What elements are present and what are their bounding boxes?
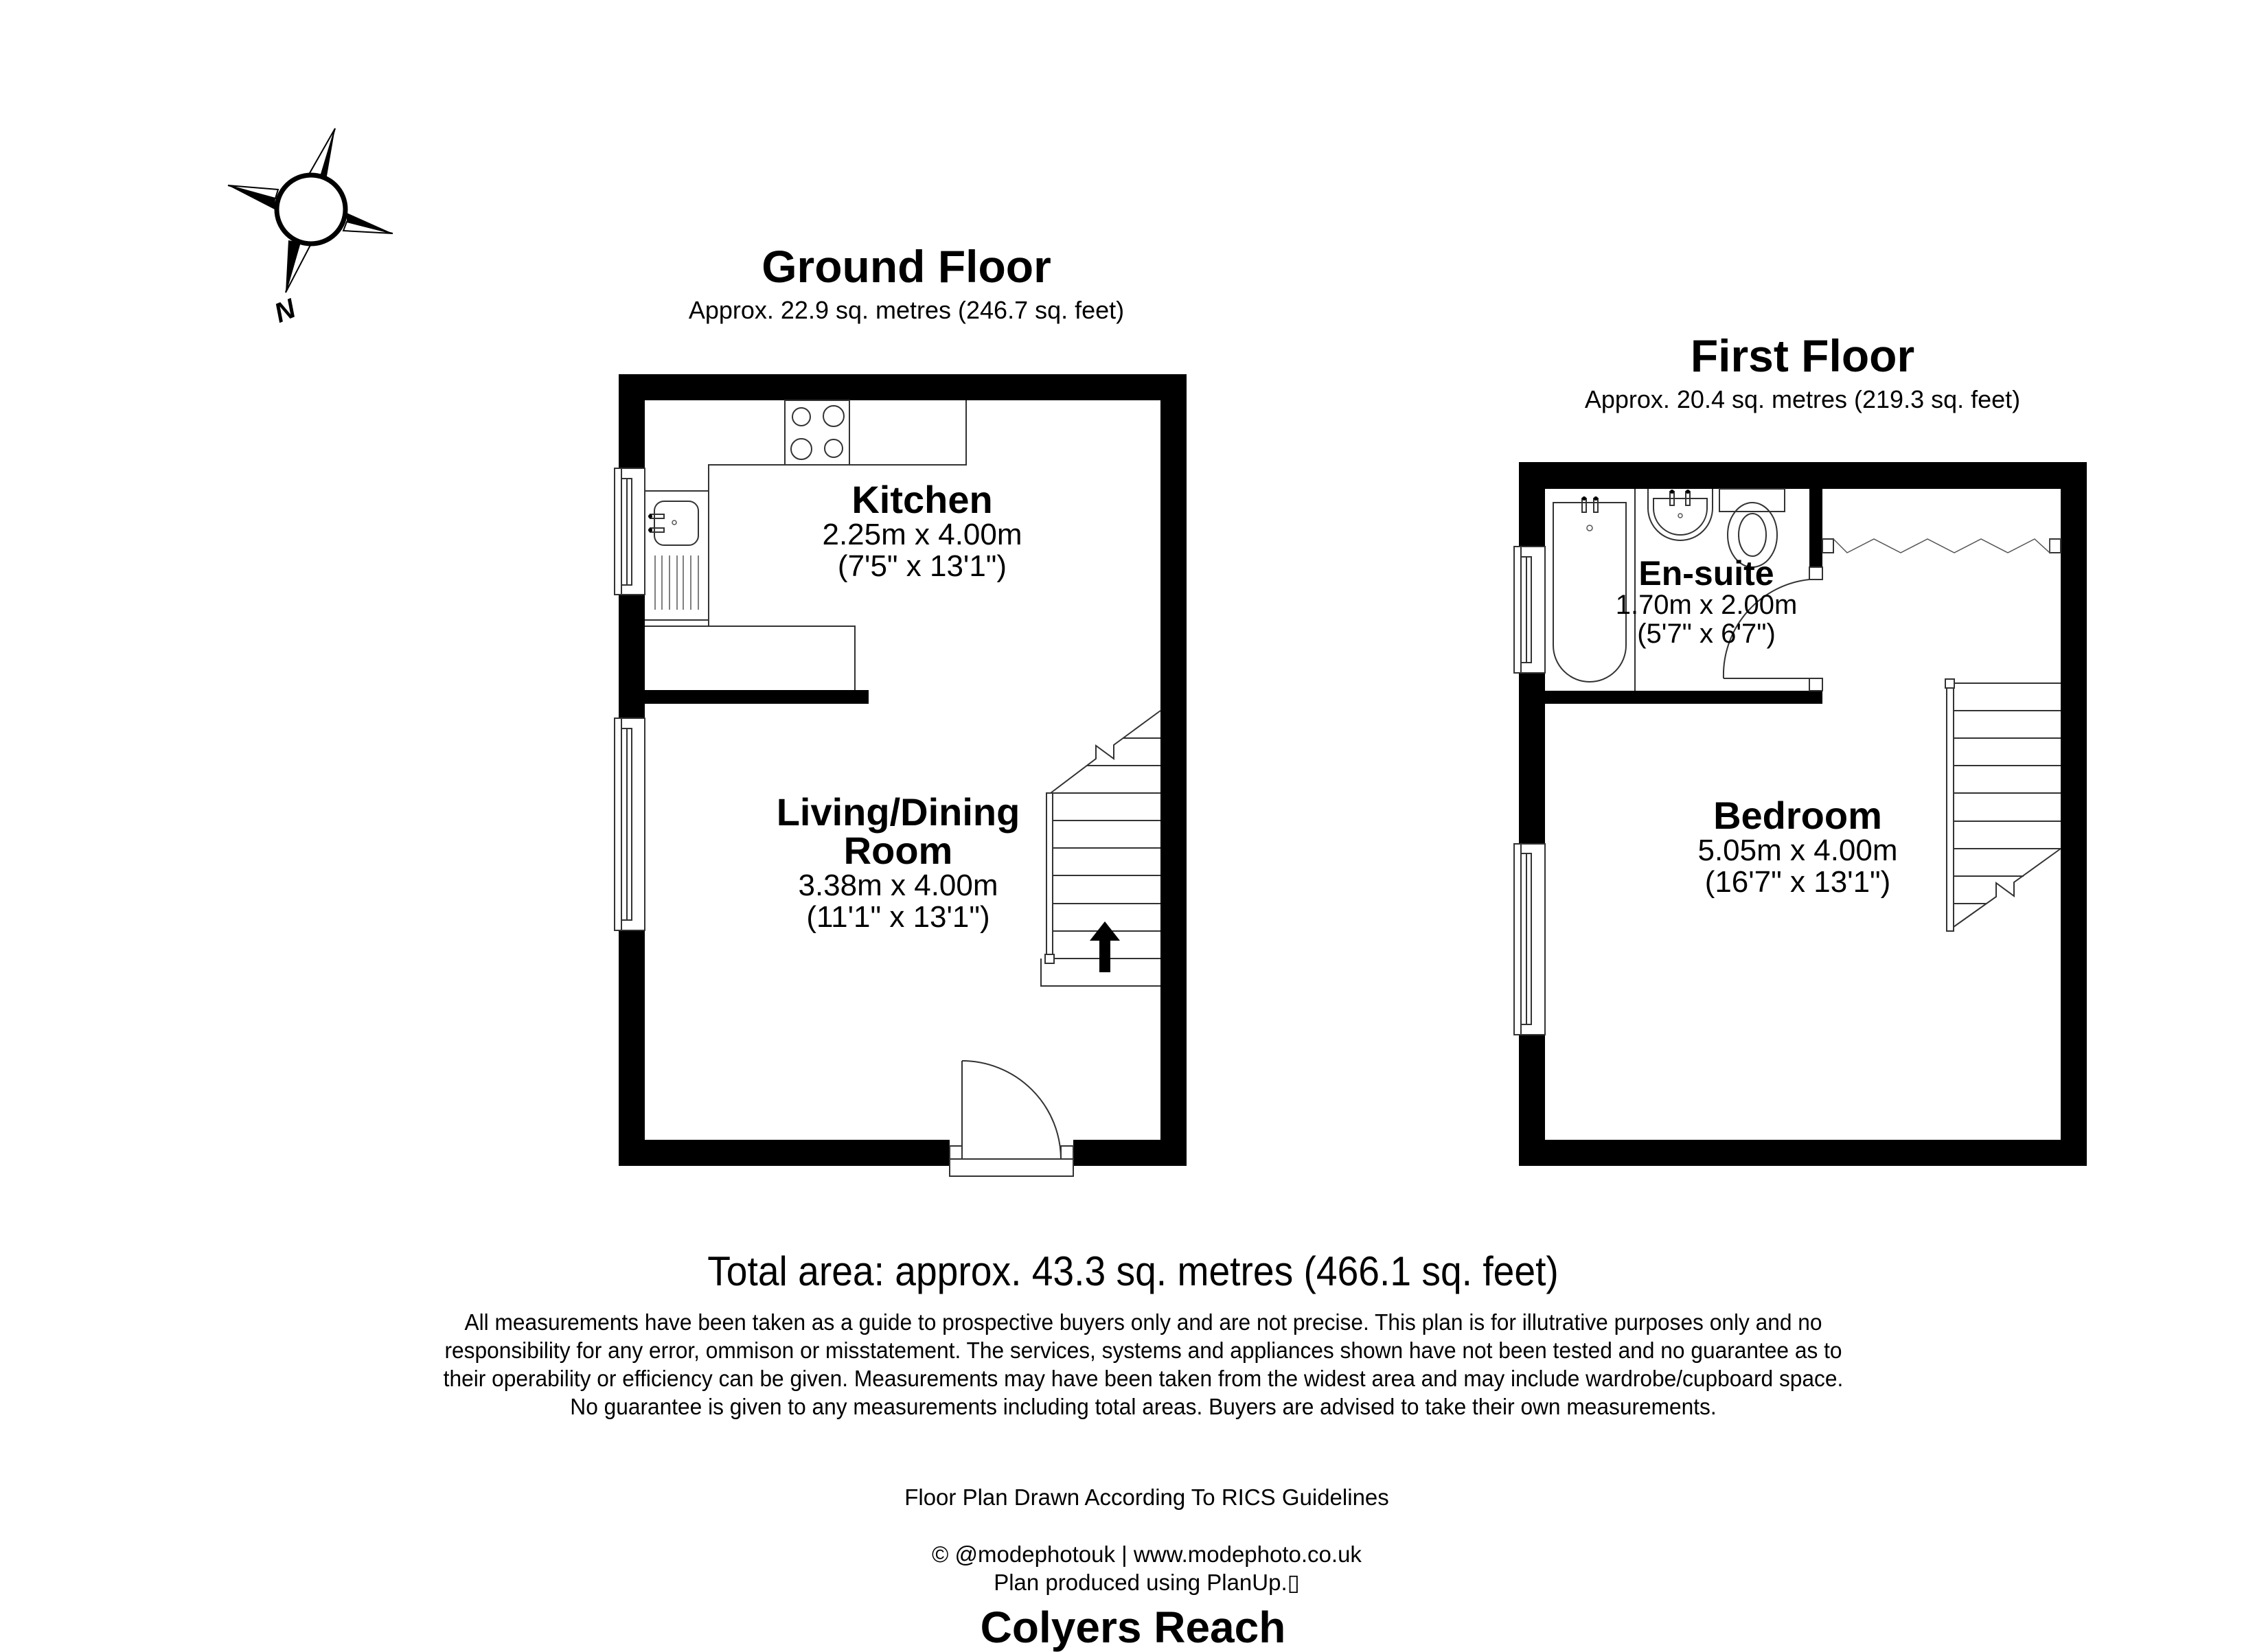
room-label-ensuite <box>1603 556 1809 648</box>
stair-up-arrow-icon <box>1090 921 1120 972</box>
room-dim-imperial: (16'7" x 13'1") <box>1704 865 1891 899</box>
room-dim-metric: 3.38m x 4.00m <box>798 869 998 902</box>
room-name-line1: Living/Dining <box>776 790 1020 834</box>
credit-line: © @modephotouk | www.modephoto.co.uk <box>932 1541 1362 1567</box>
ground-floor-title: Ground Floor <box>762 241 1051 292</box>
room-name: Kitchen <box>851 478 993 521</box>
bedroom-window <box>1514 844 1545 1035</box>
room-dim-imperial: (5'7" x 6'7") <box>1637 619 1776 649</box>
staircase-first <box>1945 679 2061 931</box>
room-dim-metric: 2.25m x 4.00m <box>822 518 1022 551</box>
room-label-living-dining <box>726 790 1070 934</box>
room-dim-metric: 1.70m x 2.00m <box>1615 590 1798 620</box>
room-name: En-suite <box>1638 554 1774 593</box>
ensuite-window <box>1514 547 1545 673</box>
disclaimer: All measurements have been taken as a guide to prospective buyers only and are not precise. This plan is for illutrative purposes only and no responsibility for any error, ommison or misstatement. The services, systems and appliances shown have not been tested and no guarantee as to their operability or efficiency can be given. Measurements may have been taken from the widest area and may include wardrobe/cupboard space. No guarantee is given to any measurements including total areas. Buyers are advised to take their own measurements. <box>443 1309 1844 1419</box>
basin <box>1648 489 1713 540</box>
room-name: Bedroom <box>1713 794 1882 837</box>
produced-by: Plan produced using PlanUp.▯ <box>994 1570 1300 1595</box>
living-window <box>615 718 645 930</box>
room-dim-metric: 5.05m x 4.00m <box>1697 834 1898 867</box>
kitchen-window <box>615 468 645 595</box>
total-area: Total area: approx. 43.3 sq. metres (466.1 sq. feet) <box>707 1248 1559 1294</box>
room-name-line2: Room <box>843 829 953 872</box>
compass-rose-icon <box>228 128 393 292</box>
room-dim-imperial: (11'1" x 13'1") <box>806 900 990 934</box>
room-label-kitchen <box>785 478 1060 584</box>
wardrobe-bifold-door <box>1822 539 2061 553</box>
entrance-door <box>950 1061 1073 1176</box>
rics-note: Floor Plan Drawn According To RICS Guidelines <box>904 1484 1389 1510</box>
room-dim-imperial: (7'5" x 13'1") <box>837 549 1007 584</box>
first-floor-title: First Floor <box>1690 330 1915 381</box>
property-name: Colyers Reach <box>980 1603 1286 1652</box>
compass-north-label: N <box>270 293 300 329</box>
first-floor-area: Approx. 20.4 sq. metres (219.3 sq. feet) <box>1584 385 2021 413</box>
room-label-bedroom <box>1660 796 1935 898</box>
ground-floor-area: Approx. 22.9 sq. metres (246.7 sq. feet) <box>688 296 1125 324</box>
